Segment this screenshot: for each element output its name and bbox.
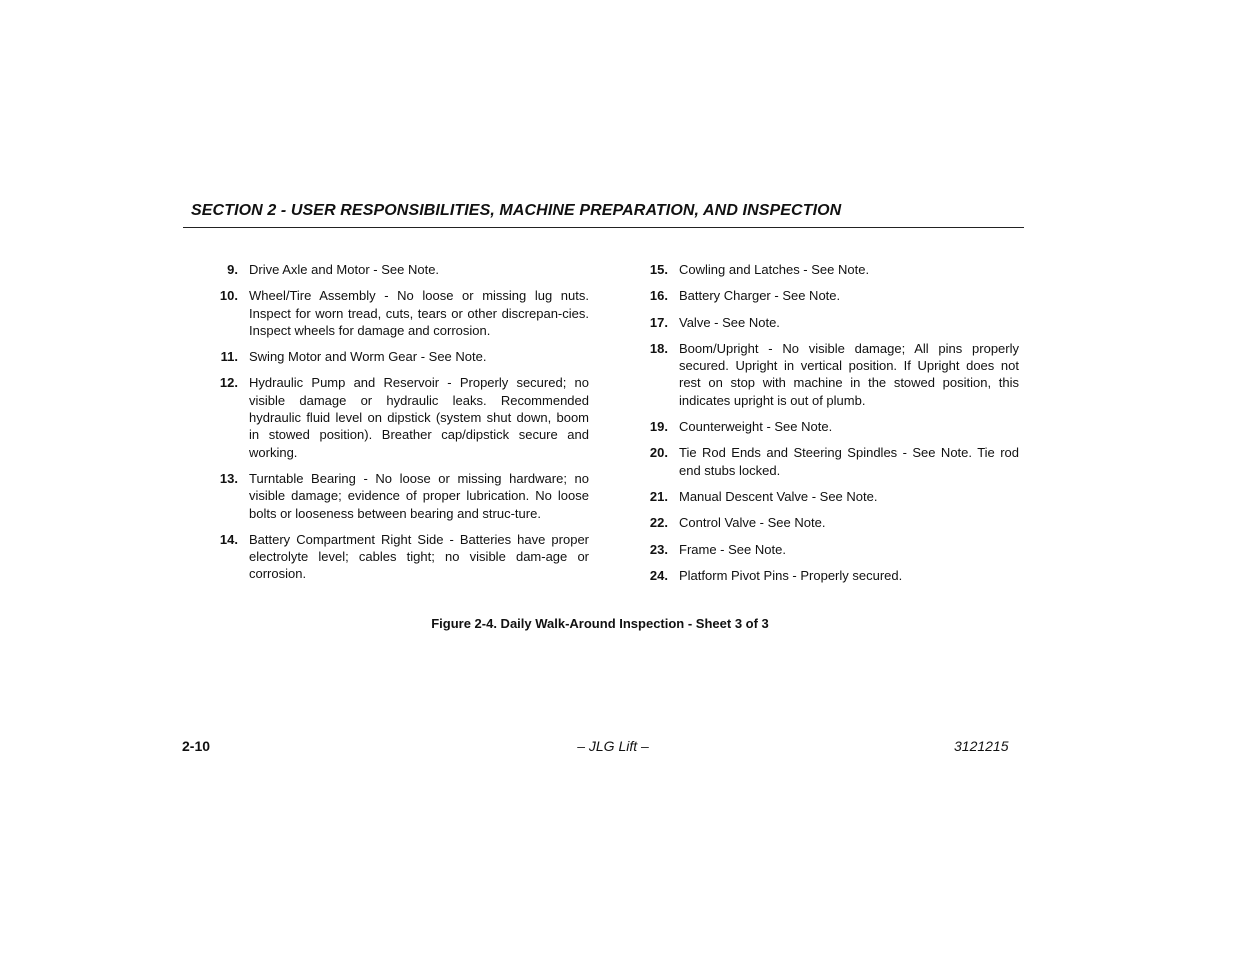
list-item: [640, 514, 1019, 531]
figure-caption: Figure 2-4. Daily Walk-Around Inspection - Sheet 3 of 3: [431, 616, 769, 631]
item-text: Control Valve - See Note.: [679, 515, 826, 531]
item-text: Boom/Upright - No visible damage; All pins properly secured. Upright in vertical position. If Upright does not rest on stop with machine in the stowed position, this indicates upright is out of plumb.: [679, 340, 1019, 408]
list-item: [210, 261, 589, 278]
item-text: Hydraulic Pump and Reservoir - Properly secured; no visible damage or hydraulic leaks. Recommended hydraulic fluid level on dipstick (system shut down, boom in stowed position). Breather cap/dipstick secure and working.: [249, 375, 589, 460]
left-column: [210, 261, 589, 592]
section-title: SECTION 2 - USER RESPONSIBILITIES, MACHINE PREPARATION, AND INSPECTION: [191, 202, 842, 219]
item-number: 10.: [219, 288, 238, 304]
item-number: 22.: [649, 515, 668, 531]
list-item: [210, 287, 589, 339]
item-number: 16.: [649, 288, 668, 304]
list-item: [640, 340, 1019, 409]
item-text: Turntable Bearing - No loose or missing hardware; no visible damage; evidence of proper lubrication. No loose bolts or looseness between bearing and struc-ture.: [249, 470, 589, 521]
item-text: Tie Rod Ends and Steering Spindles - See Note. Tie rod end stubs locked.: [679, 445, 1019, 478]
item-text: Manual Descent Valve - See Note.: [679, 488, 878, 504]
item-text: Battery Charger - See Note.: [679, 288, 841, 304]
item-number: 15.: [649, 262, 668, 277]
item-text: Frame - See Note.: [679, 541, 786, 557]
list-item: [640, 261, 1019, 278]
list-item: [640, 541, 1019, 558]
list-item: [640, 488, 1019, 505]
item-text: Valve - See Note.: [679, 314, 780, 330]
right-column: [640, 261, 1019, 593]
item-number: 21.: [649, 488, 668, 504]
item-text: Battery Compartment Right Side - Batteries have proper electrolyte level; cables tight; no visible dam-age or corrosion.: [249, 531, 589, 582]
item-text: Wheel/Tire Assembly - No loose or missing lug nuts. Inspect for worn tread, cuts, tears or other discrepan-cies. Inspect wheels for damage and corrosion.: [249, 288, 589, 338]
item-number: 20.: [649, 445, 668, 461]
item-text: Drive Axle and Motor - See Note.: [249, 262, 440, 277]
footer-brand: – JLG Lift –: [577, 738, 649, 754]
item-number: 9.: [227, 262, 238, 277]
list-item: [640, 444, 1019, 479]
item-text: Cowling and Latches - See Note.: [679, 262, 870, 277]
document-number: 3121215: [954, 738, 1009, 754]
page-number: 2-10: [182, 738, 211, 754]
item-number: 19.: [649, 419, 668, 435]
list-item: [640, 418, 1019, 435]
list-item: [210, 374, 589, 460]
item-number: 13.: [219, 470, 238, 486]
list-item: [210, 348, 589, 365]
item-number: 12.: [219, 375, 238, 391]
item-number: 23.: [649, 541, 668, 557]
list-item: [640, 567, 1019, 584]
item-number: 17.: [649, 314, 668, 330]
item-text: Counterweight - See Note.: [679, 419, 833, 435]
item-text: Platform Pivot Pins - Properly secured.: [679, 567, 903, 583]
list-item: [640, 314, 1019, 331]
item-number: 11.: [220, 349, 238, 365]
item-number: 14.: [219, 531, 238, 547]
item-text: Swing Motor and Worm Gear - See Note.: [249, 349, 487, 365]
item-number: 18.: [649, 340, 668, 356]
list-item: [210, 470, 589, 522]
item-number: 24.: [649, 567, 668, 583]
section-header: [183, 202, 1024, 228]
list-item: [210, 531, 589, 583]
list-item: [640, 287, 1019, 304]
